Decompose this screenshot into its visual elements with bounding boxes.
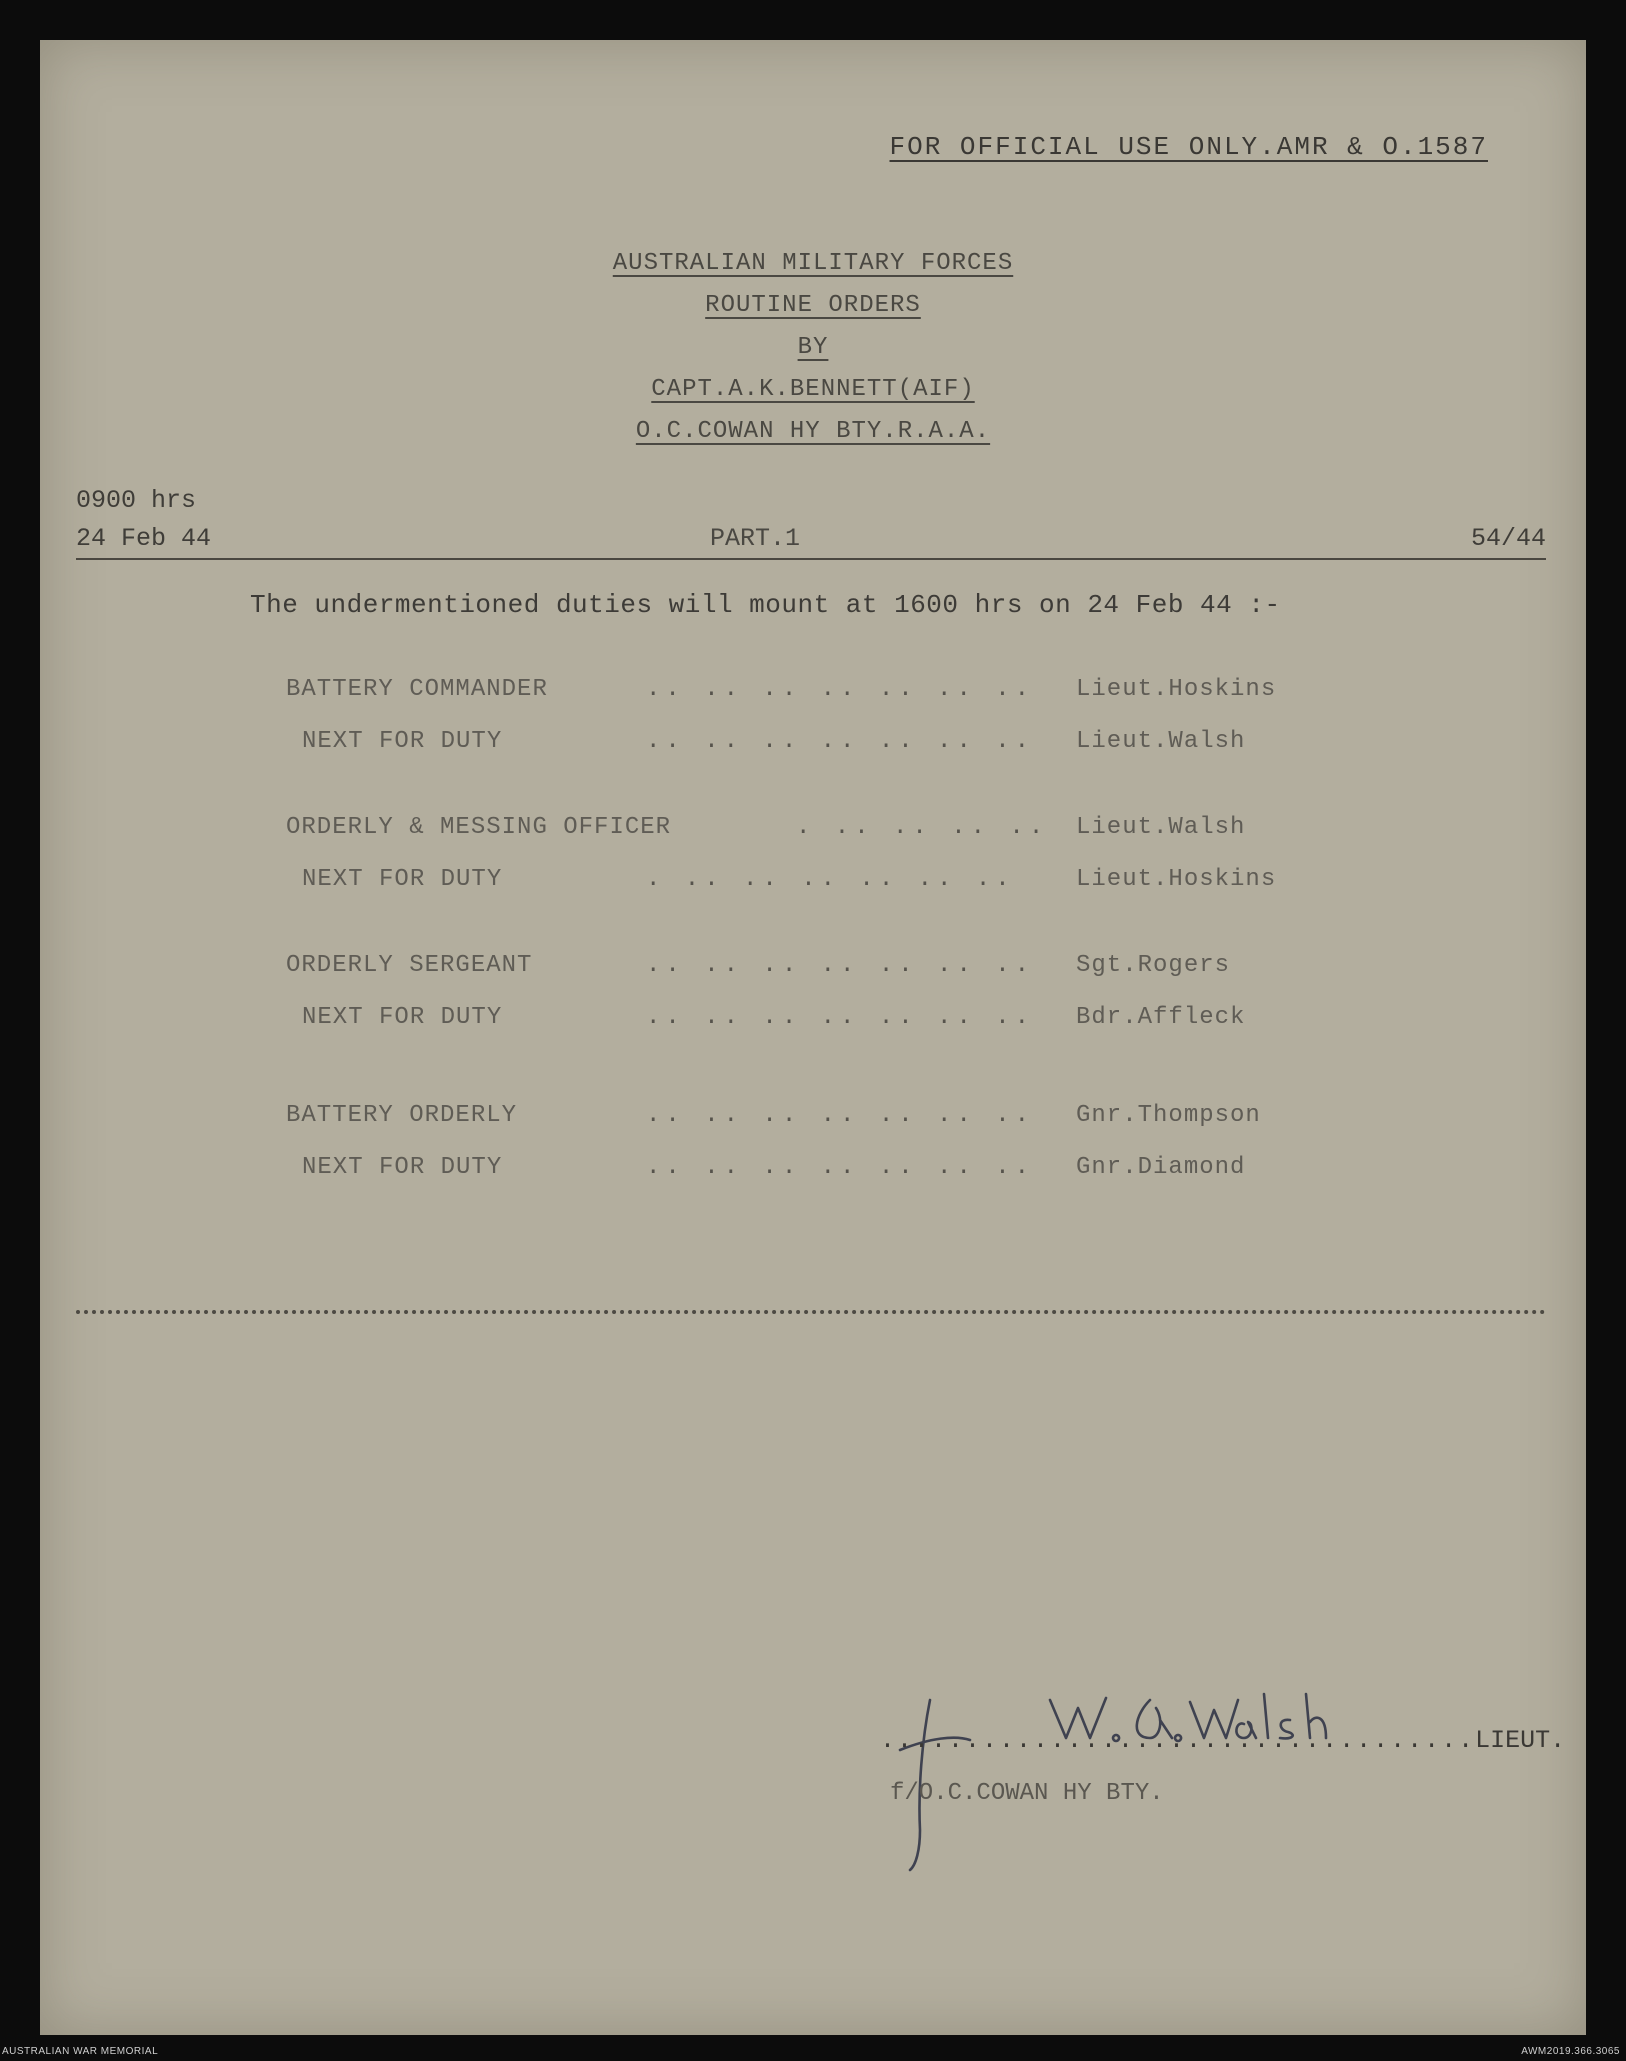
- duty-leader-dots: .. .. .. .. .. .. ..: [646, 1154, 1035, 1181]
- order-time: 0900 hrs: [76, 486, 197, 515]
- duty-person: Bdr.Affleck: [1076, 1004, 1246, 1031]
- heading-commander: CAPT.A.K.BENNETT(AIF): [651, 376, 975, 403]
- duty-person: Lieut.Hoskins: [1076, 676, 1277, 703]
- duty-person: Sgt.Rogers: [1076, 952, 1231, 979]
- duty-person: Lieut.Hoskins: [1076, 866, 1277, 893]
- duty-leader-dots: . .. .. .. ..: [796, 814, 1049, 841]
- duty-person: Lieut.Walsh: [1076, 728, 1246, 755]
- duty-role: BATTERY COMMANDER: [286, 676, 548, 703]
- heading-by: BY: [797, 334, 829, 361]
- signature-dots: ...................................: [880, 1726, 1476, 1755]
- duty-leader-dots: . .. .. .. .. .. ..: [646, 866, 1015, 893]
- duty-role: NEXT FOR DUTY: [302, 1154, 503, 1181]
- duty-person: Gnr.Thompson: [1076, 1102, 1261, 1129]
- duty-role: BATTERY ORDERLY: [286, 1102, 518, 1129]
- signatory-rank: LIEUT.: [1475, 1726, 1566, 1755]
- duty-person: Gnr.Diamond: [1076, 1154, 1246, 1181]
- duty-role: NEXT FOR DUTY: [302, 1004, 503, 1031]
- heading-unit: O.C.COWAN HY BTY.R.A.A.: [635, 418, 991, 445]
- official-use-notice: FOR OFFICIAL USE ONLY.AMR & O.1587: [889, 132, 1488, 162]
- archive-reference: AWM2019.366.3065: [1521, 2046, 1620, 2057]
- signatory-appointment: f/O.C.COWAN HY BTY.: [890, 1780, 1164, 1807]
- header-divider: [76, 558, 1546, 560]
- duty-leader-dots: .. .. .. .. .. .. ..: [646, 1004, 1035, 1031]
- duties-intro: The undermentioned duties will mount at 1600 hrs on 24 Feb 44 :-: [250, 590, 1281, 620]
- duty-role: ORDERLY SERGEANT: [286, 952, 533, 979]
- heading-routine-orders: ROUTINE ORDERS: [705, 292, 921, 319]
- duty-leader-dots: .. .. .. .. .. .. ..: [646, 676, 1035, 703]
- duty-person: Lieut.Walsh: [1076, 814, 1246, 841]
- order-part: PART.1: [710, 524, 801, 553]
- duty-leader-dots: .. .. .. .. .. .. ..: [646, 952, 1035, 979]
- section-divider: [76, 1310, 1546, 1314]
- heading-forces: AUSTRALIAN MILITARY FORCES: [612, 250, 1014, 277]
- order-date: 24 Feb 44: [76, 524, 212, 553]
- duty-role: NEXT FOR DUTY: [302, 728, 503, 755]
- order-number: 54/44: [1470, 524, 1546, 553]
- duty-leader-dots: .. .. .. .. .. .. ..: [646, 1102, 1035, 1129]
- document-page: [40, 40, 1586, 2035]
- duty-role: NEXT FOR DUTY: [302, 866, 503, 893]
- archive-credit: AUSTRALIAN WAR MEMORIAL: [2, 2046, 159, 2057]
- signature-line: [880, 1726, 1565, 1755]
- duty-leader-dots: .. .. .. .. .. .. ..: [646, 728, 1035, 755]
- duty-role: ORDERLY & MESSING OFFICER: [286, 814, 672, 841]
